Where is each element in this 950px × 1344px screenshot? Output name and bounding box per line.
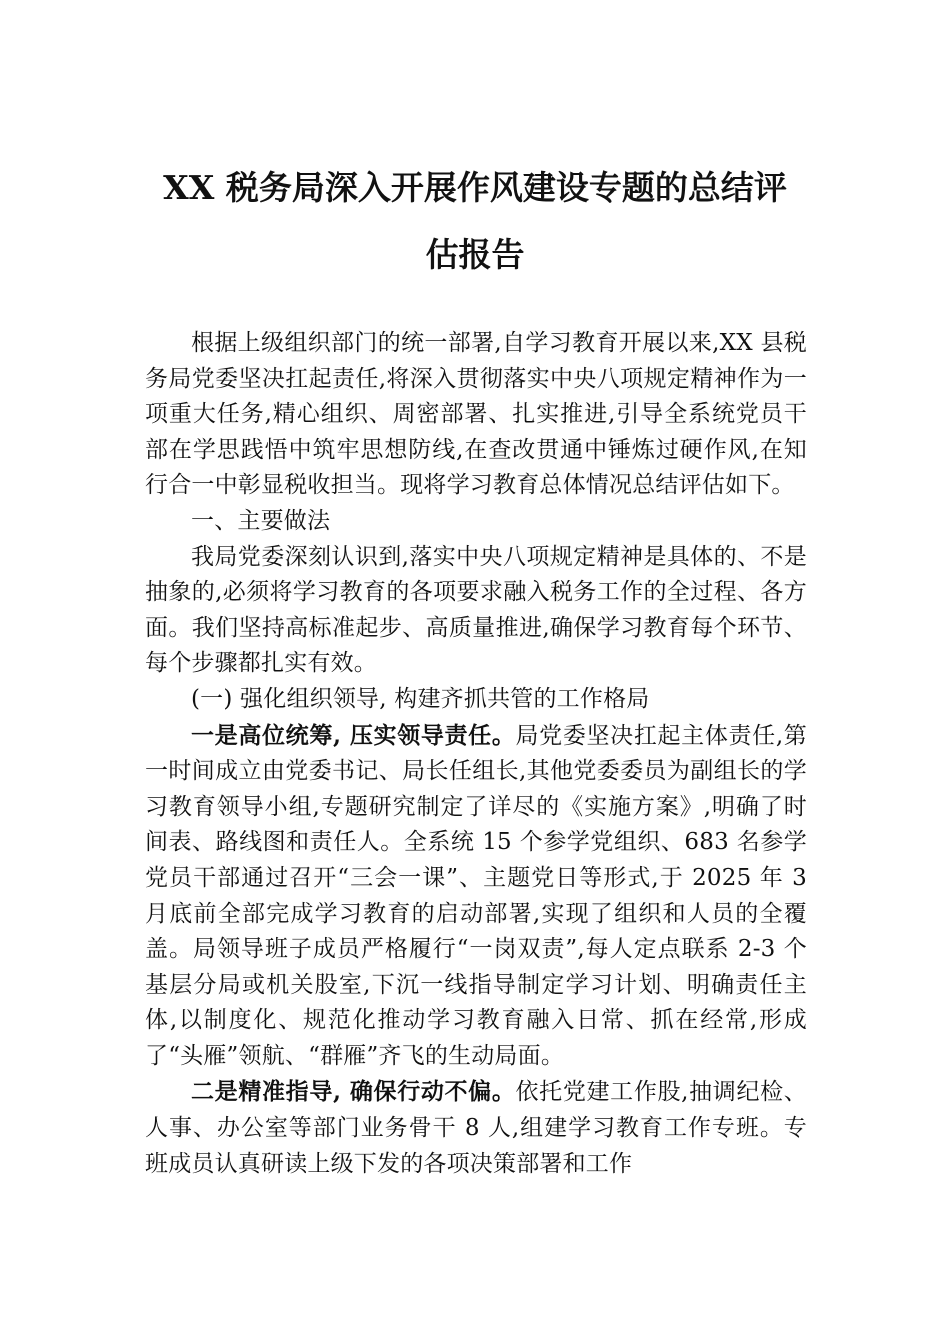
- point-lead-2: 二是精准指导, 确保行动不偏。: [191, 1078, 516, 1106]
- intro-paragraph: 根据上级组织部门的统一部署,自学习教育开展以来,XX 县税务局党委坚决扛起责任,将深入贯彻落实中央八项规定精神作为一项重大任务,精心组织、周密部署、扎实推进,引导全系统党员干部在学思践悟中筑牢思想防线,在查改贯通中锤炼过硬作风,在知行合一中彰显税收担当。现将学习教育总体情况总结评估如下。: [145, 330, 807, 499]
- point-paragraph-2: [145, 1074, 807, 1182]
- subsection-heading: (一) 强化组织领导, 构建齐抓共管的工作格局: [191, 685, 650, 712]
- point-text-1: 局党委坚决扛起主体责任,第一时间成立由党委书记、局长任组长,其他党委委员为副组长的学习教育领导小组,专题研究制定了详尽的《实施方案》,明确了时间表、路线图和责任人。全系统 15 个参学党组织、683 名参学党员干部通过召开“三会一课”、主题党日等形式,于 2025 年 3 月底前全部完成学习教育的启动部署,实现了组织和人员的全覆盖。局领导班子成员严格履行“一岗双责”,每人定点联系 2-3 个基层分局或机关股室,下沉一线指导制定学习计划、明确责任主体,以制度化、规范化推动学习教育融入日常、抓在经常,形成了“头雁”领航、“群雁”齐飞的生动局面。: [145, 722, 807, 1069]
- point-lead-1: 一是高位统筹, 压实领导责任。: [191, 721, 516, 749]
- section-heading-main-practices: 一、主要做法: [191, 507, 331, 534]
- section-paragraph: 我局党委深刻认识到,落实中央八项规定精神是具体的、不是抽象的,必须将学习教育的各项要求融入税务工作的全过程、各方面。我们坚持高标准起步、高质量推进,确保学习教育每个环节、每个步骤都扎实有效。: [145, 543, 807, 677]
- document-title-line-1: XX 税务局深入开展作风建设专题的总结评: [163, 168, 787, 207]
- document-body: [145, 326, 807, 1182]
- document-title-line-2: 估报告: [425, 235, 525, 274]
- point-paragraph-1: [145, 718, 807, 1075]
- point-text-2: 依托党建工作股,抽调纪检、人事、办公室等部门业务骨干 8 人,组建学习教育工作专班。专班成员认真研读上级下发的各项决策部署和工作: [145, 1079, 807, 1177]
